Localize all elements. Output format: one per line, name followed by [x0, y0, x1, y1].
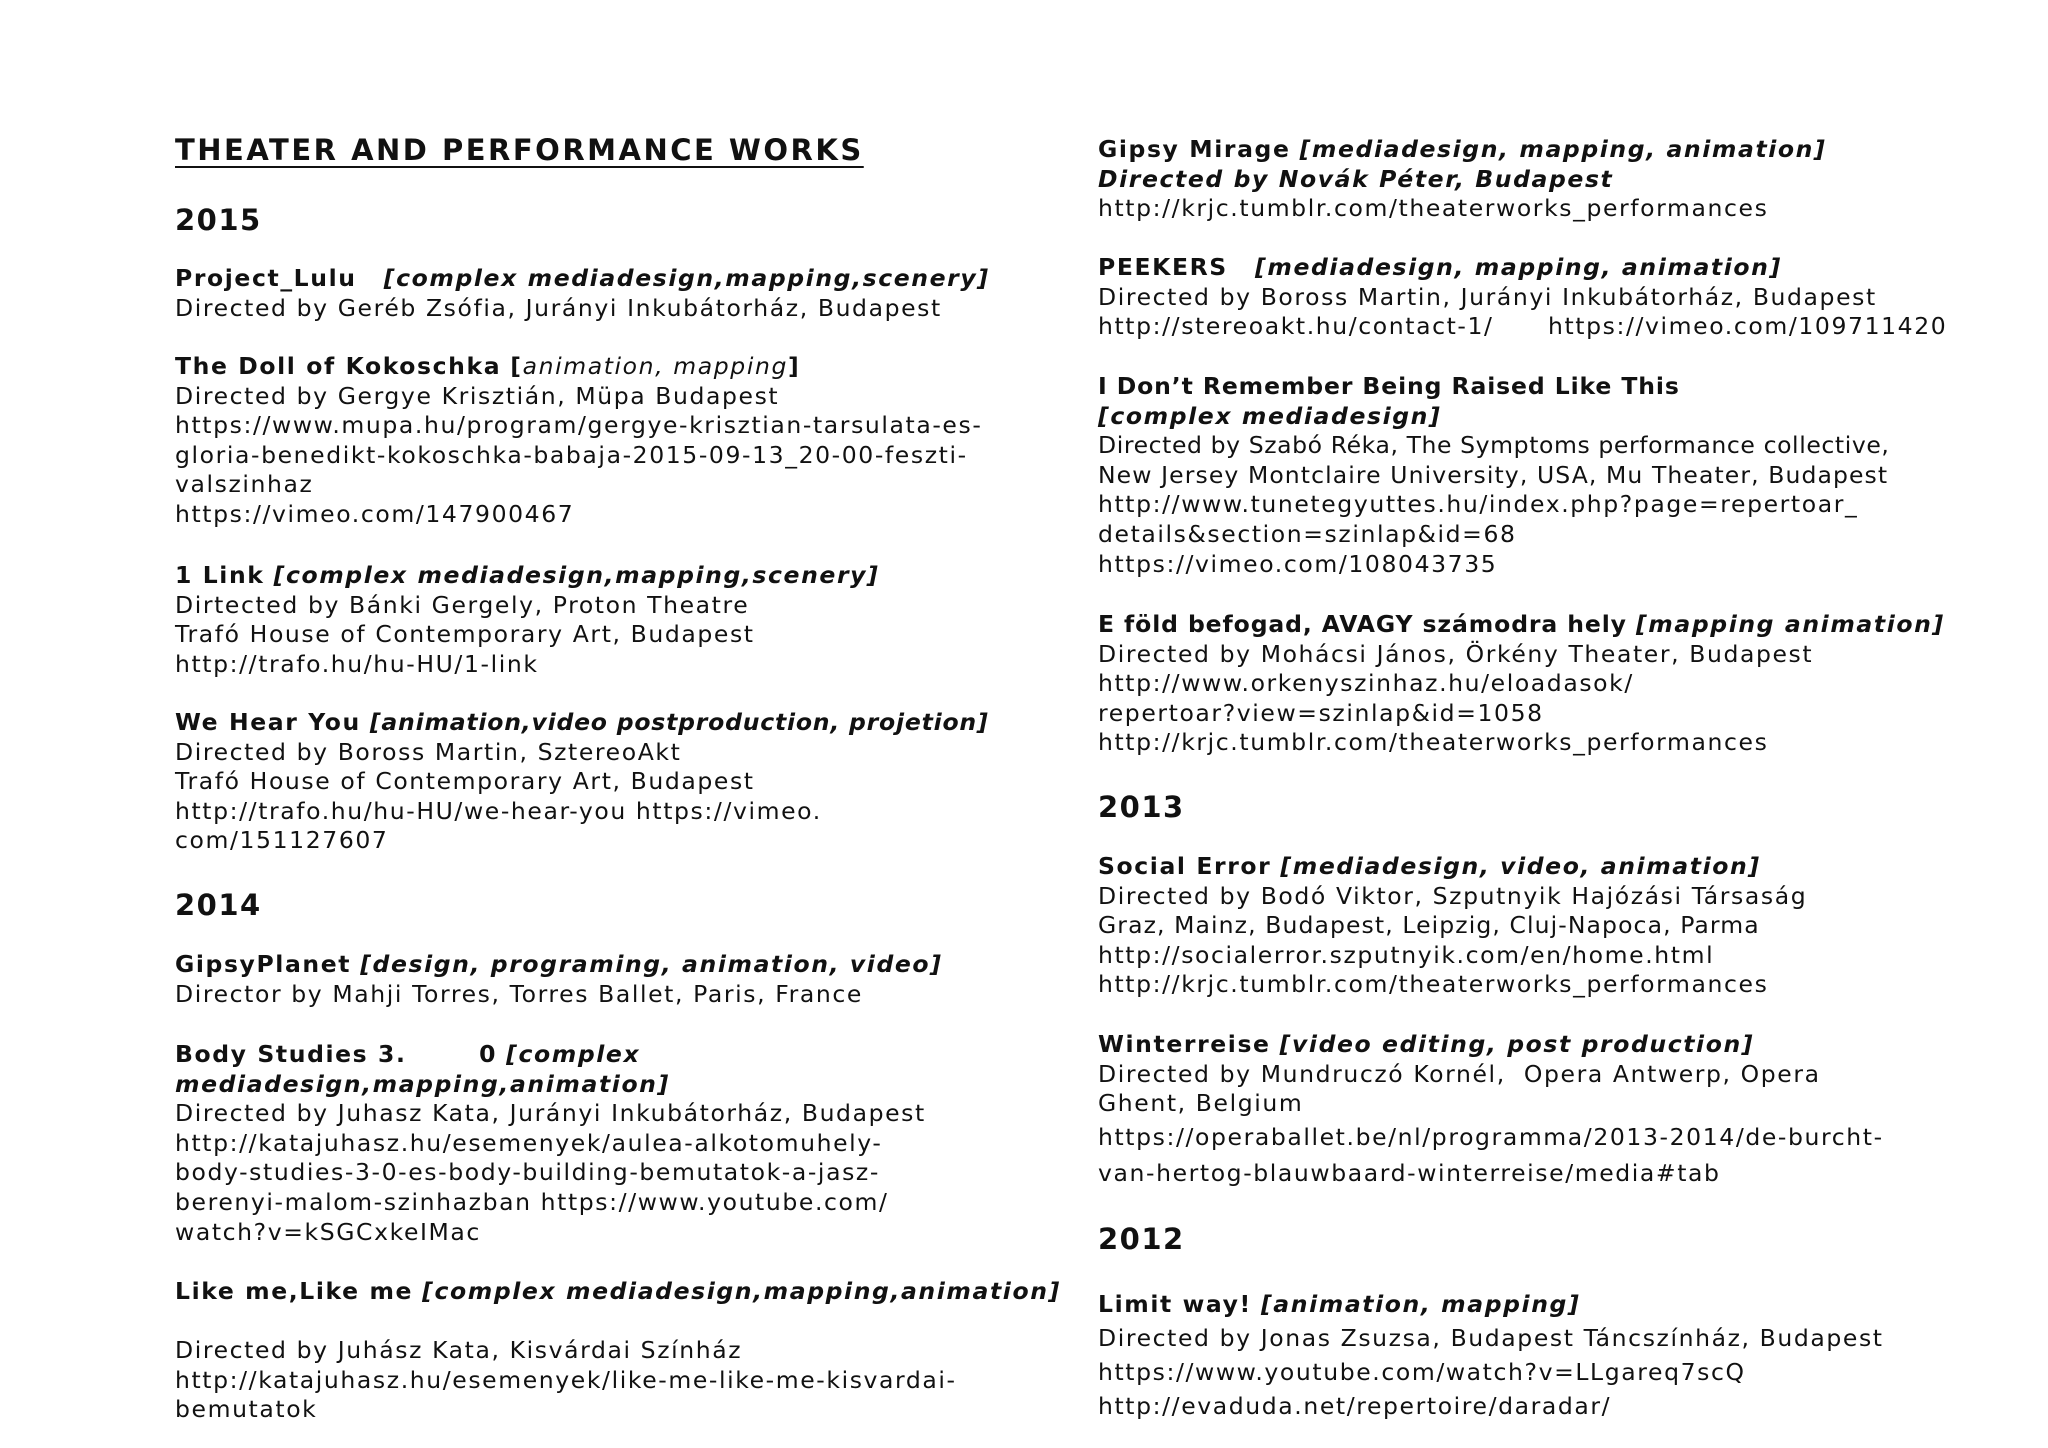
- work-link[interactable]: https://www.youtube.com/watch?v=LLgareq7scQ: [1098, 1358, 1746, 1386]
- work-i-dont-remember: [1098, 372, 1889, 579]
- work-link[interactable]: berenyi-malom-szinhazban https://www.youtube.com/: [175, 1187, 889, 1216]
- work-link[interactable]: http://trafo.hu/hu-HU/1-link: [175, 649, 539, 678]
- work-venue: Trafó House of Contemporary Art, Budapest: [175, 620, 755, 649]
- work-credit: Directed by Bodó Viktor, Szputnyik Hajózási Társaság: [1098, 881, 1808, 910]
- work-credit: Directed by Gergye Krisztián, Müpa Budapest: [175, 381, 780, 410]
- work-link[interactable]: http://www.tunetegyuttes.hu/index.php?page=repertoar_: [1098, 490, 1859, 519]
- work-tag: [complex mediadesign]: [1098, 401, 1442, 430]
- work-venue: Ghent, Belgium: [1098, 1089, 1304, 1118]
- work-tag: [complex: [506, 1040, 641, 1068]
- work-credit: Directed by Mohácsi János, Örkény Theater, Budapest: [1098, 639, 1814, 668]
- work-tag: [design, programing, animation, video]: [360, 950, 943, 978]
- work-title: We Hear You: [175, 708, 361, 736]
- work-we-hear-you: [175, 708, 989, 856]
- work-tag: [mediadesign, mapping, animation]: [1299, 135, 1827, 163]
- work-tag: [mediadesign, video, animation]: [1280, 852, 1761, 880]
- work-tag: [video editing, post production]: [1279, 1030, 1755, 1058]
- work-link[interactable]: bemutatok: [175, 1395, 318, 1424]
- work-link[interactable]: details&section=szinlap&id=68: [1098, 519, 1517, 548]
- work-tag: [complex mediadesign,mapping,animation]: [422, 1277, 1061, 1305]
- work-credit: Dirtected by Bánki Gergely, Proton Theatre: [175, 590, 750, 619]
- work-title: The Doll of Kokoschka: [175, 352, 502, 380]
- work-title: Gipsy Mirage: [1098, 135, 1291, 163]
- work-credit: Directed by Juhasz Kata, Jurányi Inkubátorház, Budapest: [175, 1099, 926, 1128]
- work-1-link: [175, 561, 879, 679]
- work-venue: Trafó House of Contemporary Art, Budapest: [175, 767, 755, 796]
- work-credit: Directed by Juhász Kata, Kisvárdai Színház: [175, 1336, 743, 1365]
- work-credit: Directed by Boross Martin, Jurányi Inkubátorház, Budapest: [1098, 282, 1877, 311]
- work-credit: Directed by Szabó Réka, The Symptoms performance collective,: [1098, 431, 1890, 460]
- work-link[interactable]: http://www.orkenyszinhaz.hu/eloadasok/: [1098, 669, 1634, 698]
- work-link[interactable]: https://operaballet.be/nl/programma/2013-2014/de-burcht-: [1098, 1122, 1884, 1151]
- work-tag: animation, mapping: [522, 352, 788, 380]
- work-title: PEEKERS: [1098, 253, 1228, 281]
- work-credit: Directed by Mundruczó Kornél, Opera Antwerp, Opera: [1098, 1059, 1821, 1088]
- work-link[interactable]: watch?v=kSGCxkeIMac: [175, 1217, 481, 1246]
- work-link[interactable]: repertoar?view=szinlap&id=1058: [1098, 698, 1544, 727]
- page-title: THEATER AND PERFORMANCE WORKS: [175, 133, 864, 167]
- work-title: Like me,Like me: [175, 1277, 414, 1305]
- work-credit: Directed by Jonas Zsuzsa, Budapest Táncszínház, Budapest: [1098, 1324, 1884, 1352]
- year-heading-2015: 2015: [175, 203, 262, 237]
- work-link[interactable]: http://stereoakt.hu/contact-1/ https://vimeo.com/109711420: [1098, 312, 1948, 341]
- year-heading-2012: 2012: [1098, 1222, 1185, 1256]
- work-social-error: [1098, 852, 1807, 1000]
- work-title: Social Error: [1098, 852, 1272, 880]
- work-tag: [animation,video postproduction, projetion]: [369, 708, 989, 736]
- work-link[interactable]: van-hertog-blauwbaard-winterreise/media#tab: [1098, 1158, 1721, 1187]
- work-credit: Directed by Novák Péter, Budapest: [1098, 164, 1614, 193]
- work-link[interactable]: http://katajuhasz.hu/esemenyek/like-me-like-me-kisvardai-: [175, 1365, 957, 1394]
- work-like-me: [175, 1277, 1061, 1425]
- work-title: GipsyPlanet: [175, 950, 352, 978]
- work-link[interactable]: http://evaduda.net/repertoire/daradar/: [1098, 1392, 1612, 1420]
- work-title: Body Studies 3.: [175, 1040, 407, 1068]
- work-title: Project_Lulu: [175, 264, 357, 292]
- work-peekers: [1098, 253, 1947, 342]
- work-credit: Directed by Boross Martin, SztereoAkt: [175, 737, 682, 766]
- work-link[interactable]: http://krjc.tumblr.com/theaterworks_performances: [1098, 194, 1769, 223]
- work-credit: Directed by Geréb Zsófia, Jurányi Inkubátorház, Budapest: [175, 293, 942, 322]
- work-title: I Don’t Remember Being Raised Like This: [1098, 372, 1680, 400]
- work-venue: Graz, Mainz, Budapest, Leipzig, Cluj-Napoca, Parma: [1098, 911, 1760, 940]
- work-gipsy-mirage: [1098, 135, 1826, 224]
- work-limit-way: [1098, 1287, 1884, 1423]
- work-link[interactable]: gloria-benedikt-kokoschka-babaja-2015-09-13_20-00-feszti-: [175, 440, 968, 469]
- work-link[interactable]: com/151127607: [175, 826, 389, 855]
- work-tag: [complex mediadesign,mapping,scenery]: [383, 264, 990, 292]
- work-venue: New Jersey Montclaire University, USA, Mu Theater, Budapest: [1098, 460, 1889, 489]
- work-body-studies: Body Studies 3. 0 [complex mediadesign,mapping,animation] Directed by Juhasz Kata, Jurányi Inkubátorház, Budapest http://katajuhasz.hu/esemenyek/aulea-alkotomuhely- body-studies-3-0-es-body-building-bemutatok-a-jasz- berenyi-malom-szinhazban https://www.youtube.com/ watch?v=kSGCxkeIMac: [175, 1040, 926, 1246]
- work-tag: [complex mediadesign,mapping,scenery]: [273, 561, 880, 589]
- work-title: 1 Link: [175, 561, 265, 589]
- year-heading-2014: 2014: [175, 888, 262, 922]
- work-e-fold-befogad: [1098, 610, 1945, 758]
- work-link[interactable]: valszinhaz: [175, 470, 314, 499]
- work-tag: [mapping animation]: [1635, 610, 1945, 638]
- work-tag-continued: mediadesign,mapping,animation]: [175, 1069, 670, 1098]
- work-link[interactable]: https://vimeo.com/108043735: [1098, 549, 1498, 578]
- work-winterreise: [1098, 1030, 1884, 1191]
- work-project-lulu: [175, 264, 990, 323]
- work-link[interactable]: http://krjc.tumblr.com/theaterworks_performances: [1098, 970, 1769, 999]
- work-gipsyplanet: [175, 950, 943, 1009]
- work-link[interactable]: http://katajuhasz.hu/esemenyek/aulea-alkotomuhely-: [175, 1128, 883, 1157]
- work-link[interactable]: http://krjc.tumblr.com/theaterworks_performances: [1098, 728, 1769, 757]
- work-doll-of-kokoschka: The Doll of Kokoschka [animation, mapping] Directed by Gergye Krisztián, Müpa Budapest https://www.mupa.hu/program/gergye-krisztian-tarsulata-es- gloria-benedikt-kokoschka-babaja-2015-09-13_20-00-feszti- valszinhaz https://vimeo.com/147900467: [175, 352, 983, 528]
- work-link[interactable]: https://www.mupa.hu/program/gergye-krisztian-tarsulata-es-: [175, 411, 983, 440]
- work-tag: [animation, mapping]: [1260, 1290, 1581, 1318]
- work-link[interactable]: http://trafo.hu/hu-HU/we-hear-you https://vimeo.: [175, 796, 822, 825]
- work-link[interactable]: https://vimeo.com/147900467: [175, 499, 575, 528]
- work-tag: [mediadesign, mapping, animation]: [1255, 253, 1782, 281]
- work-title: Winterreise: [1098, 1030, 1271, 1058]
- work-link[interactable]: body-studies-3-0-es-body-building-bemutatok-a-jasz-: [175, 1158, 880, 1187]
- work-credit: Director by Mahji Torres, Torres Ballet, Paris, France: [175, 979, 863, 1008]
- year-heading-2013: 2013: [1098, 790, 1185, 824]
- work-link[interactable]: http://socialerror.szputnyik.com/en/home.html: [1098, 940, 1715, 969]
- work-title: Limit way!: [1098, 1290, 1252, 1318]
- work-title: E föld befogad, AVAGY számodra hely: [1098, 610, 1627, 638]
